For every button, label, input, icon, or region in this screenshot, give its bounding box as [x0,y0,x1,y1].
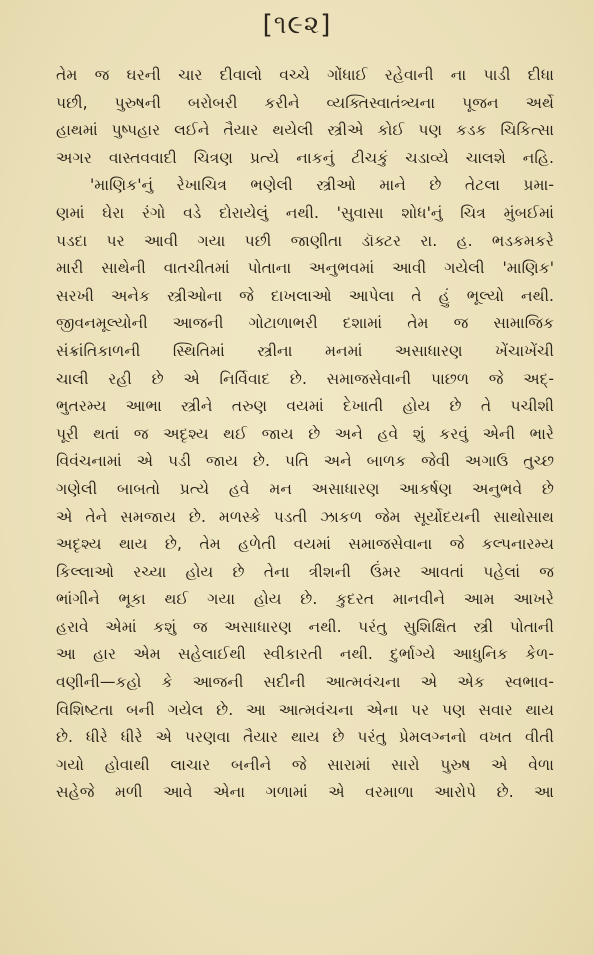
text-line: સરખી અનેક સ્ત્રીઓના જે દાખલાઓ આપેલા તે હું ભૂલ્યો નથી. [56,286,554,305]
text-line: અગર વાસ્તવવાદી ચિત્રણ પ્રત્યે નાકનું ટીચકું ચડાવ્યે ચાલશે નહિ. [56,148,554,167]
text-line: ણમાં ઘેરા રંગો વડે દોરાયેલું નથી. 'સુવાસા શોધ'નું ચિત્ર મુંબઈમાં [56,203,554,222]
text-line: મારી સાથેની વાતચીતમાં પોતાના અનુભવમાં આવી ગયેલી 'માણિક' [56,259,554,278]
text-line: 'માણિક'નું રેખાચિત્ર ભણેલી સ્ત્રીઓ માને છે તેટલા પ્રમા- [90,176,554,195]
text-line: અદૃશ્ય થાય છે, તેમ હળેતી વયમાં સમાજસેવાના જે કલ્પનારમ્ય [56,535,554,554]
text-line: આ હાર એમ સહેલાઈથી સ્વીકારતી નથી. દુર્ભાગ્યે આધુનિક કેળ- [56,645,554,664]
text-line: જીવનમૂલ્યોની આજની ગોટાળાભરી દશામાં તેમ જ સામાજિક [56,314,554,333]
text-line: ચાલી રહી છે એ નિર્વિવાદ છે. સમાજસેવાની પાછળ જે અદ્- [56,369,554,388]
text-line: હાથમાં પુષ્પહાર લઈને તૈયાર થયેલી સ્ત્રીએ કોઈ પણ કડક ચિકિત્સા [56,121,554,140]
text-line: ગણેલી બાબતો પ્રત્યે હવે મન અસાધારણ આકર્ષણ અનુભવે છે [56,479,554,498]
text-line: સંક્રાંતિકાળની સ્થિતિમાં સ્ત્રીના મનમાં અસાધારણ ખેંચાખેંચી [56,341,554,360]
text-line: પછી, પુરુષની બરોબરી કરીને વ્યક્તિસ્વાતંત્ર્યના પૂજન અર્થે [56,93,554,112]
text-line: પડદા પર આવી ગયા પછી જાણીતા ડૉક્ટર રા. હ. ભડકમકરે [56,231,554,250]
text-line: એ તેને સમજાય છે. મળસ્કે પડતી ઝાકળ જેમ સૂર્યોદયની સાથોસાથ [56,507,554,526]
text-line: વિવંચનામાં એ પડી જાય છે. પતિ અને બાળક જેવી અગાઉ તુચ્છ [56,452,554,471]
text-line: તેમ જ ઘરની ચાર દીવાલો વચ્ચે ગોંધાઈ રહેવાની ના પાડી દીધા [56,66,554,84]
text-line: છે. ધીરે ધીરે એ પરણવા તૈયાર થાય છે પરંતુ પ્રેમલગ્નનો વખત વીતી [56,728,554,747]
text-line: પૂરી થતાં જ અદૃશ્ય થઈ જાય છે અને હવે શું કરવું એની ભારે [56,424,554,443]
text-line: વણીની—કહો કે આજની સદીની આત્મવંચના એ એક સ્વભાવ- [56,673,554,692]
text-line: ગયો હોવાથી લાચાર બનીને જે સારામાં સારો પુરુષ એ વેળા [56,755,554,774]
page-number: [૧૯૨] [262,10,332,40]
text-line: કિલ્લાઓ રચ્યા હોય છે તેના ત્રીશની ઉંમર આવતાં પહેલાં જ [56,562,554,581]
text-line: ભુતરમ્ય આભા સ્ત્રીને તરુણ વયમાં દેખાતી હોય છે તે પચીશી [56,397,554,416]
text-line: વિશિષ્ટતા બની ગયેલ છે. આ આત્મવંચના એના પર પણ સવાર થાય [56,700,554,719]
body-text [56,62,554,807]
text-line: સહેજે મળી આવે એના ગળામાં એ વરમાળા આરોપે છે. આ [56,783,554,802]
text-line: ભાંગીને ભૂકા થઈ ગયા હોય છે. કુદરત માનવીને આમ આખરે [56,590,554,609]
text-line: હરાવે એમાં કશું જ અસાધારણ નથી. પરંતુ સુશિક્ષિત સ્ત્રી પોતાની [56,617,554,636]
